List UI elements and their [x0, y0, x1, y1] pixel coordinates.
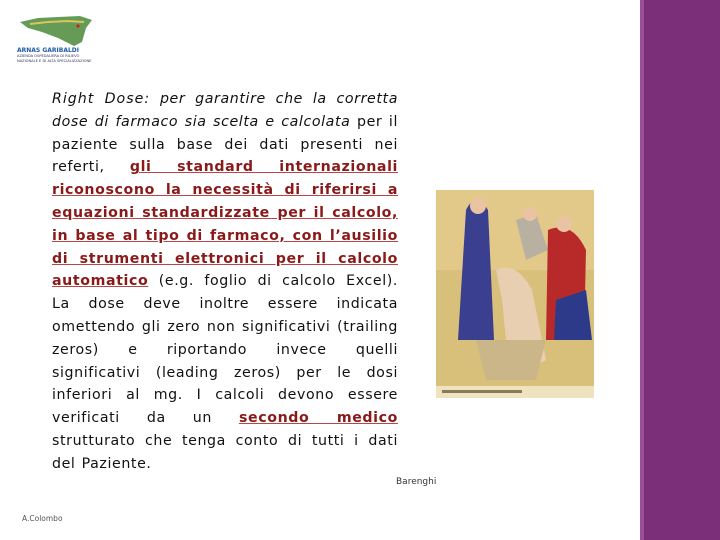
text-segment-4: (e.g. foglio di calcolo Excel). La dose deve inoltre essere indicata omettendo gli zero non significativi (trailing zeros) e riportando invece quelli significativi (leading zeros) per le dosi inferiori al mg. I calcoli devono essere verificati da un [52, 273, 398, 427]
side-decoration-stripe [640, 0, 644, 540]
signature-text: Barenghi [396, 477, 437, 487]
text-segment-2: corretta dose di farmaco sia scelta e calcolata [52, 91, 398, 130]
logo-subtitle: AZIENDA OSPEDALIERA DI RILIEVO NAZIONALE E DI ALTA SPECIALIZZAZIONE [17, 54, 92, 63]
hospital-logo [14, 14, 98, 76]
medieval-painting-image [436, 190, 594, 398]
footer-author: A.Colombo [22, 514, 63, 523]
text-segment-1: per garantire che la [150, 91, 337, 107]
logo-name: ARNAS GARIBALDI [17, 47, 80, 54]
text-segment-3: per il paziente sulla base dei dati presenti nei referti, [52, 113, 398, 176]
body-paragraph [52, 88, 398, 476]
highlight-standards: gli standard internazionali riconoscono la necessità di riferirsi a equazioni standardizzate per il calcolo, in base al tipo di farmaco, con l’ausilio di strumenti elettronici per il calcolo automatico [52, 159, 398, 290]
text-segment-5: strutturato che tenga conto di tutti i dati del Paziente. [52, 432, 398, 472]
highlight-second-doctor: secondo medico [238, 410, 398, 427]
logo-text [17, 48, 101, 63]
term-right-dose: Right Dose: [52, 91, 151, 107]
side-decoration-band [640, 0, 720, 540]
sicily-map-icon [18, 14, 94, 48]
